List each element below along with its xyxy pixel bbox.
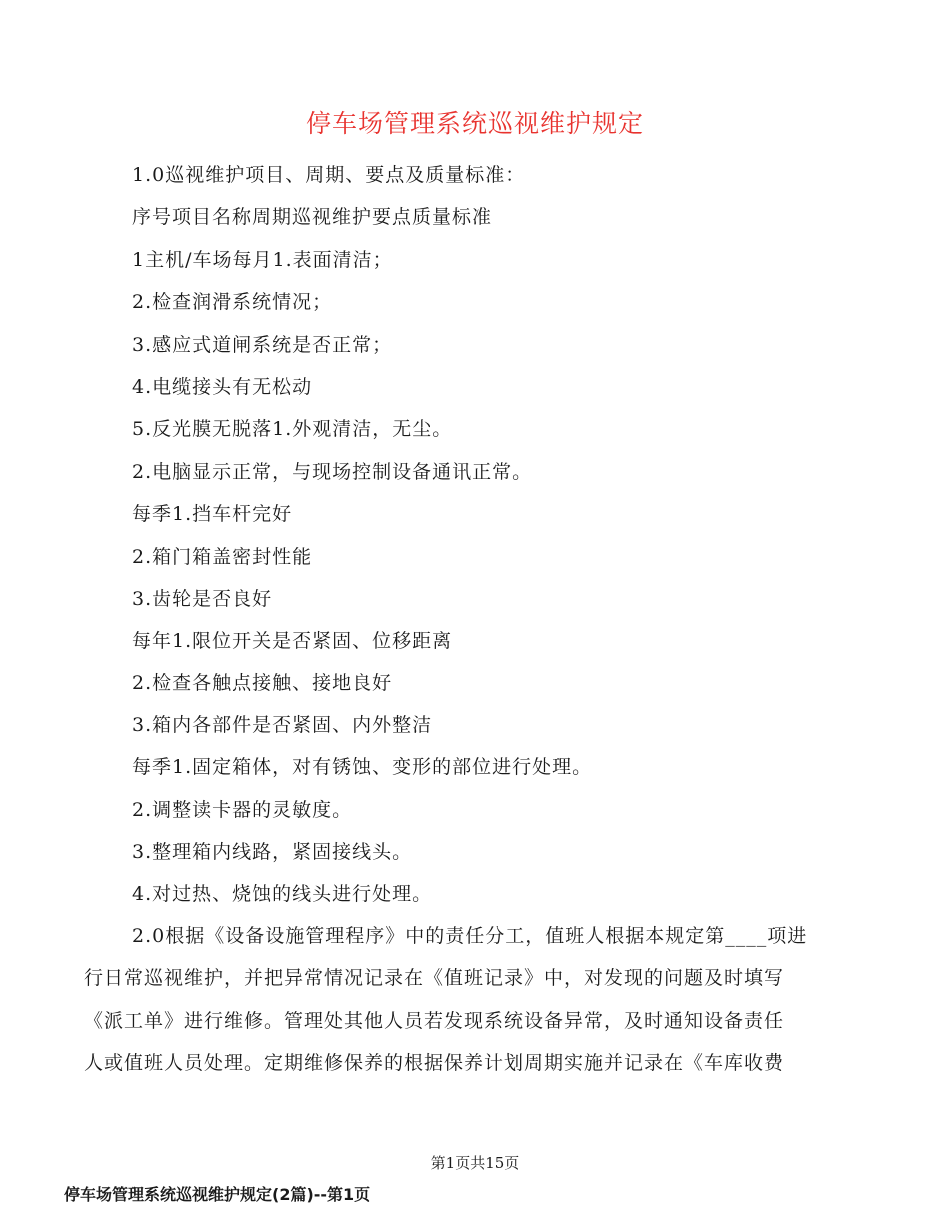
- body-line: 2.检查润滑系统情况；: [132, 291, 333, 313]
- body-line: 3.齿轮是否良好: [132, 588, 273, 610]
- body-line: 1.0巡视维护项目、周期、要点及质量标准：: [132, 164, 526, 186]
- body-line: 2.检查各触点接触、接地良好: [132, 672, 393, 694]
- body-line: 2.调整读卡器的灵敏度。: [132, 799, 353, 821]
- body-line: 2.箱门箱盖密封性能: [132, 546, 313, 568]
- body-line: 5.反光膜无脱落1.外观清洁，无尘。: [132, 418, 453, 440]
- body-line: 4.电缆接头有无松动: [132, 376, 313, 398]
- paragraph-line: 行日常巡视维护，并把异常情况记录在《值班记录》中，对发现的问题及时填写: [84, 967, 785, 989]
- body-line: 3.箱内各部件是否紧固、内外整洁: [132, 714, 433, 736]
- page-number: 第1页共15页: [430, 1154, 520, 1172]
- body-line: 每年1.限位开关是否紧固、位移距离: [132, 630, 453, 652]
- paragraph-line: 人或值班人员处理。定期维修保养的根据保养计划周期实施并记录在《车库收费: [84, 1052, 785, 1074]
- body-line: 2.电脑显示正常，与现场控制设备通讯正常。: [132, 461, 533, 483]
- paragraph-line: 2.0根据《设备设施管理程序》中的责任分工，值班人根据本规定第____项进: [132, 925, 808, 947]
- body-line: 4.对过热、烧蚀的线头进行处理。: [132, 883, 433, 905]
- body-line: 序号项目名称周期巡视维护要点质量标准: [132, 206, 493, 228]
- body-line: 每季1.固定箱体，对有锈蚀、变形的部位进行处理。: [132, 756, 593, 778]
- body-line: 1主机/车场每月1.表面清洁；: [132, 249, 393, 271]
- body-line: 3.感应式道闸系统是否正常；: [132, 334, 393, 356]
- document-title: 停车场管理系统巡视维护规定: [305, 109, 644, 138]
- document-footer: 停车场管理系统巡视维护规定(2篇)--第1页: [64, 1185, 371, 1204]
- body-line: 每季1.挡车杆完好: [132, 503, 293, 525]
- body-line: 3.整理箱内线路，紧固接线头。: [132, 841, 413, 863]
- paragraph-line: 《派工单》进行维修。管理处其他人员若发现系统设备异常，及时通知设备责任: [84, 1010, 785, 1032]
